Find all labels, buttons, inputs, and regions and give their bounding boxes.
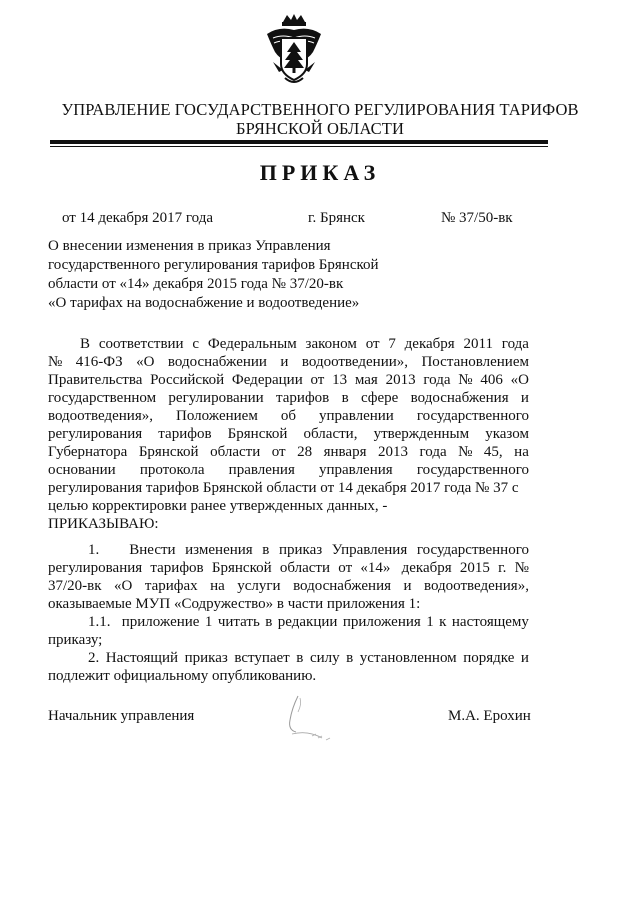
handwritten-signature-icon	[278, 690, 338, 746]
preamble-line: регулирования тарифов Брянской области от 14 декабря 2017 года № 37 с	[48, 480, 519, 496]
header-rule-thin	[50, 146, 548, 147]
document-title: ПРИКАЗ	[259, 160, 381, 185]
preamble-line: № 416-ФЗ «О водоснабжении и водоотведении», Постановлением	[48, 354, 529, 370]
item-2-line: 2. Настоящий приказ вступает в силу в установленном порядке и	[88, 650, 529, 666]
preamble-line: государственном регулировании тарифов в сфере водоснабжения и	[48, 390, 529, 406]
preamble-line: В соответствии с Федеральным законом от 7 декабря 2011 года	[80, 336, 529, 352]
order-number: № 37/50-вк	[441, 210, 513, 226]
preamble-line: водоотведения», Положением об управлении государственного	[48, 408, 529, 424]
order-date: от 14 декабря 2017 года	[62, 210, 214, 226]
preamble-line: Правительства Российской Федерации от 13 мая 2013 года № 406 «О	[48, 372, 529, 388]
order-city: г. Брянск	[308, 210, 365, 226]
item-1-1-line: 1.1. приложение 1 читать в редакции приложения 1 к настоящему	[88, 614, 529, 630]
item-1-1-line: приказу;	[48, 632, 103, 648]
org-name-line1: УПРАВЛЕНИЕ ГОСУДАРСТВЕННОГО РЕГУЛИРОВАНИЯ ТАРИФОВ	[61, 100, 579, 119]
signatory-position: Начальник управления	[48, 708, 195, 724]
subject-line: «О тарифах на водоснабжение и водоотведение»	[48, 295, 360, 311]
coat-of-arms-icon	[263, 12, 325, 90]
subject-line: области от «14» декабря 2015 года № 37/20-вк	[48, 276, 344, 292]
preamble-line: Губернатора Брянской области от 28 января 2013 года № 45, на	[48, 444, 529, 460]
item-1-line: 1. Внести изменения в приказ Управления государственного	[88, 542, 529, 558]
item-1-line: 37/20-вк «О тарифах на услуги водоснабжения и водоотведения»,	[48, 578, 529, 594]
order-word: ПРИКАЗЫВАЮ:	[48, 516, 159, 532]
preamble-line: основании протокола правления управления государственного	[48, 462, 529, 478]
item-1-line: оказываемые МУП «Содружество» в части приложения 1:	[48, 596, 421, 612]
subject-line: О внесении изменения в приказ Управления	[48, 238, 331, 254]
order-subject	[48, 237, 379, 313]
signatory-name: М.А. Ерохин	[448, 708, 531, 724]
preamble-line: целью корректировки ранее утвержденных данных, -	[48, 498, 388, 514]
header-rule-thick	[50, 140, 548, 144]
preamble-line: регулирования тарифов Брянской области, утвержденным указом	[48, 426, 529, 442]
item-1-line: регулирования тарифов Брянской области от «14» декабря 2015 г. №	[48, 560, 529, 576]
item-2-line: подлежит официальному опубликованию.	[48, 668, 317, 684]
org-name-line2: БРЯНСКОЙ ОБЛАСТИ	[236, 119, 404, 138]
subject-line: государственного регулирования тарифов Брянской	[48, 257, 379, 273]
